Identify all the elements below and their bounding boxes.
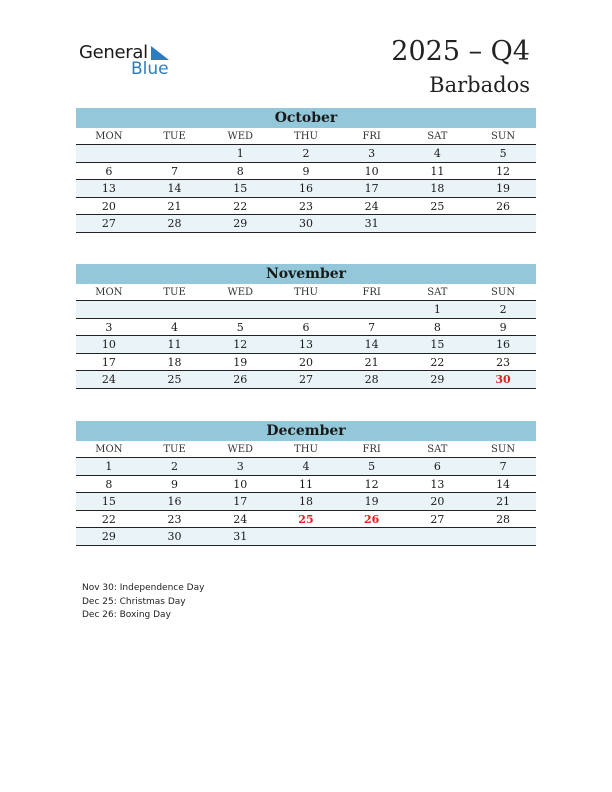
weekday-label: THU bbox=[294, 444, 318, 455]
day-cell bbox=[405, 528, 471, 545]
day-cell: 26 bbox=[233, 373, 248, 386]
day-cell bbox=[273, 301, 339, 318]
day-cell: 29 bbox=[101, 530, 116, 543]
week-row bbox=[76, 215, 536, 233]
day-cell: 24 bbox=[233, 512, 248, 526]
day-cell: 12 bbox=[496, 164, 511, 178]
week-row bbox=[76, 145, 536, 163]
week-row bbox=[76, 319, 536, 337]
day-cell: 16 bbox=[298, 182, 313, 195]
day-cell: 15 bbox=[101, 495, 116, 508]
day-cell bbox=[470, 528, 536, 545]
weekday-label: WED bbox=[227, 131, 254, 142]
weekday-label: WED bbox=[227, 444, 254, 455]
day-cell: 15 bbox=[233, 182, 248, 195]
day-cell: 10 bbox=[233, 477, 248, 491]
holiday-note: Nov 30: Independence Day bbox=[82, 583, 205, 593]
day-cell: 15 bbox=[430, 338, 445, 351]
day-cell bbox=[339, 301, 405, 318]
week-row bbox=[76, 511, 536, 529]
weekday-label: TUE bbox=[163, 444, 186, 455]
month-block-october bbox=[76, 108, 536, 233]
day-cell: 8 bbox=[105, 477, 113, 491]
day-cell: 18 bbox=[430, 182, 445, 195]
day-cell: 1 bbox=[433, 303, 441, 316]
month-block-november bbox=[76, 264, 536, 389]
day-cell: 18 bbox=[298, 495, 313, 508]
day-cell: 1 bbox=[105, 460, 113, 473]
day-cell: 17 bbox=[101, 355, 116, 369]
day-cell: 28 bbox=[167, 217, 182, 230]
day-cell: 11 bbox=[167, 338, 182, 351]
week-row bbox=[76, 354, 536, 372]
day-cell: 8 bbox=[433, 320, 441, 334]
day-cell: 25 bbox=[430, 199, 445, 213]
week-row bbox=[76, 180, 536, 198]
weekday-label: MON bbox=[95, 287, 123, 298]
day-cell: 22 bbox=[430, 355, 445, 369]
holiday-day-cell: 25 bbox=[298, 512, 314, 526]
day-cell: 10 bbox=[364, 164, 379, 178]
holiday-note: Dec 26: Boxing Day bbox=[82, 610, 171, 620]
day-cell: 14 bbox=[364, 338, 379, 351]
day-cell: 20 bbox=[430, 495, 445, 508]
day-cell: 30 bbox=[298, 217, 313, 230]
day-cell: 28 bbox=[496, 512, 511, 526]
week-row bbox=[76, 336, 536, 354]
day-cell: 19 bbox=[233, 355, 248, 369]
weekday-label: THU bbox=[294, 131, 318, 142]
day-cell: 19 bbox=[496, 182, 511, 195]
week-row bbox=[76, 528, 536, 546]
day-cell bbox=[273, 528, 339, 545]
day-cell: 17 bbox=[233, 495, 248, 508]
weekday-label: FRI bbox=[362, 444, 381, 455]
weekday-label: SUN bbox=[491, 131, 516, 142]
day-cell: 6 bbox=[302, 320, 310, 334]
weekday-label: THU bbox=[294, 287, 318, 298]
day-cell: 1 bbox=[236, 147, 244, 160]
day-cell: 24 bbox=[101, 373, 116, 386]
day-cell: 5 bbox=[499, 147, 507, 160]
weekday-label: SAT bbox=[427, 444, 448, 455]
country-name: Barbados bbox=[429, 73, 530, 97]
weekday-label: MON bbox=[95, 131, 123, 142]
day-cell: 21 bbox=[364, 355, 379, 369]
week-row bbox=[76, 458, 536, 476]
day-cell bbox=[207, 301, 273, 318]
day-cell: 20 bbox=[101, 199, 116, 213]
day-cell bbox=[470, 215, 536, 232]
day-cell: 20 bbox=[298, 355, 313, 369]
day-cell: 16 bbox=[496, 338, 511, 351]
weekday-header-row bbox=[76, 441, 536, 458]
weekday-label: MON bbox=[95, 444, 123, 455]
day-cell: 5 bbox=[236, 320, 244, 334]
holiday-notes bbox=[82, 582, 204, 623]
day-cell: 13 bbox=[430, 477, 445, 491]
day-cell: 3 bbox=[236, 460, 244, 473]
day-cell: 2 bbox=[171, 460, 179, 473]
day-cell: 29 bbox=[233, 217, 248, 230]
month-header: October bbox=[76, 108, 536, 128]
day-cell: 31 bbox=[364, 217, 379, 230]
day-cell: 19 bbox=[364, 495, 379, 508]
day-cell: 14 bbox=[167, 182, 182, 195]
day-cell bbox=[142, 301, 208, 318]
day-cell: 21 bbox=[496, 495, 511, 508]
day-cell: 22 bbox=[233, 199, 248, 213]
day-cell: 7 bbox=[499, 460, 507, 473]
day-cell: 28 bbox=[364, 373, 379, 386]
day-cell: 23 bbox=[496, 355, 511, 369]
page-title: 2025 – Q4 bbox=[391, 36, 530, 67]
day-cell: 13 bbox=[298, 338, 313, 351]
month-header: November bbox=[76, 264, 536, 284]
holiday-day-cell: 26 bbox=[364, 512, 380, 526]
logo-blue-text: Blue bbox=[131, 59, 169, 79]
day-cell: 9 bbox=[302, 164, 310, 178]
week-row bbox=[76, 301, 536, 319]
day-cell: 9 bbox=[499, 320, 507, 334]
day-cell: 2 bbox=[499, 303, 507, 316]
weekday-label: TUE bbox=[163, 287, 186, 298]
weekday-label: SUN bbox=[491, 287, 516, 298]
day-cell: 4 bbox=[302, 460, 310, 473]
day-cell: 11 bbox=[430, 164, 445, 178]
day-cell: 6 bbox=[105, 164, 113, 178]
day-cell: 29 bbox=[430, 373, 445, 386]
day-cell bbox=[76, 145, 142, 162]
week-row bbox=[76, 371, 536, 389]
day-cell: 12 bbox=[364, 477, 379, 491]
holiday-note: Dec 25: Christmas Day bbox=[82, 596, 186, 607]
day-cell: 26 bbox=[496, 199, 511, 213]
day-cell: 3 bbox=[368, 147, 376, 160]
day-cell: 27 bbox=[101, 217, 116, 230]
weekday-label: SAT bbox=[427, 287, 448, 298]
week-row bbox=[76, 476, 536, 494]
day-cell: 27 bbox=[430, 512, 445, 526]
day-cell: 25 bbox=[167, 373, 182, 386]
weekday-label: TUE bbox=[163, 131, 186, 142]
weekday-header-row bbox=[76, 128, 536, 145]
day-cell: 22 bbox=[101, 512, 116, 526]
day-cell: 14 bbox=[496, 477, 511, 491]
month-header: December bbox=[76, 421, 536, 441]
day-cell: 8 bbox=[236, 164, 244, 178]
weekday-label: FRI bbox=[362, 287, 381, 298]
day-cell: 11 bbox=[298, 477, 313, 491]
day-cell: 30 bbox=[167, 530, 182, 543]
day-cell: 10 bbox=[101, 338, 116, 351]
weekday-label: WED bbox=[227, 287, 254, 298]
day-cell bbox=[405, 215, 471, 232]
week-row bbox=[76, 493, 536, 511]
weekday-label: SAT bbox=[427, 131, 448, 142]
day-cell: 13 bbox=[101, 182, 116, 195]
day-cell: 31 bbox=[233, 530, 248, 543]
weekday-label: SUN bbox=[491, 444, 516, 455]
day-cell: 21 bbox=[167, 199, 182, 213]
day-cell: 24 bbox=[364, 199, 379, 213]
day-cell: 12 bbox=[233, 338, 248, 351]
day-cell: 4 bbox=[433, 147, 441, 160]
week-row bbox=[76, 198, 536, 216]
holiday-day-cell: 30 bbox=[495, 373, 511, 386]
generalblue-logo bbox=[79, 42, 179, 82]
day-cell: 23 bbox=[298, 199, 313, 213]
day-cell: 3 bbox=[105, 320, 113, 334]
day-cell: 17 bbox=[364, 182, 379, 195]
logo-general-text: General bbox=[79, 42, 148, 63]
day-cell: 9 bbox=[171, 477, 179, 491]
day-cell: 2 bbox=[302, 147, 310, 160]
month-block-december bbox=[76, 421, 536, 546]
day-cell: 23 bbox=[167, 512, 182, 526]
day-cell: 7 bbox=[368, 320, 376, 334]
day-cell: 6 bbox=[433, 460, 441, 473]
weekday-header-row bbox=[76, 284, 536, 301]
week-row bbox=[76, 163, 536, 181]
day-cell: 4 bbox=[171, 320, 179, 334]
day-cell: 16 bbox=[167, 495, 182, 508]
weekday-label: FRI bbox=[362, 131, 381, 142]
day-cell bbox=[142, 145, 208, 162]
day-cell: 5 bbox=[368, 460, 376, 473]
day-cell bbox=[76, 301, 142, 318]
day-cell: 27 bbox=[298, 373, 313, 386]
day-cell: 18 bbox=[167, 355, 182, 369]
day-cell: 7 bbox=[171, 164, 179, 178]
day-cell bbox=[339, 528, 405, 545]
